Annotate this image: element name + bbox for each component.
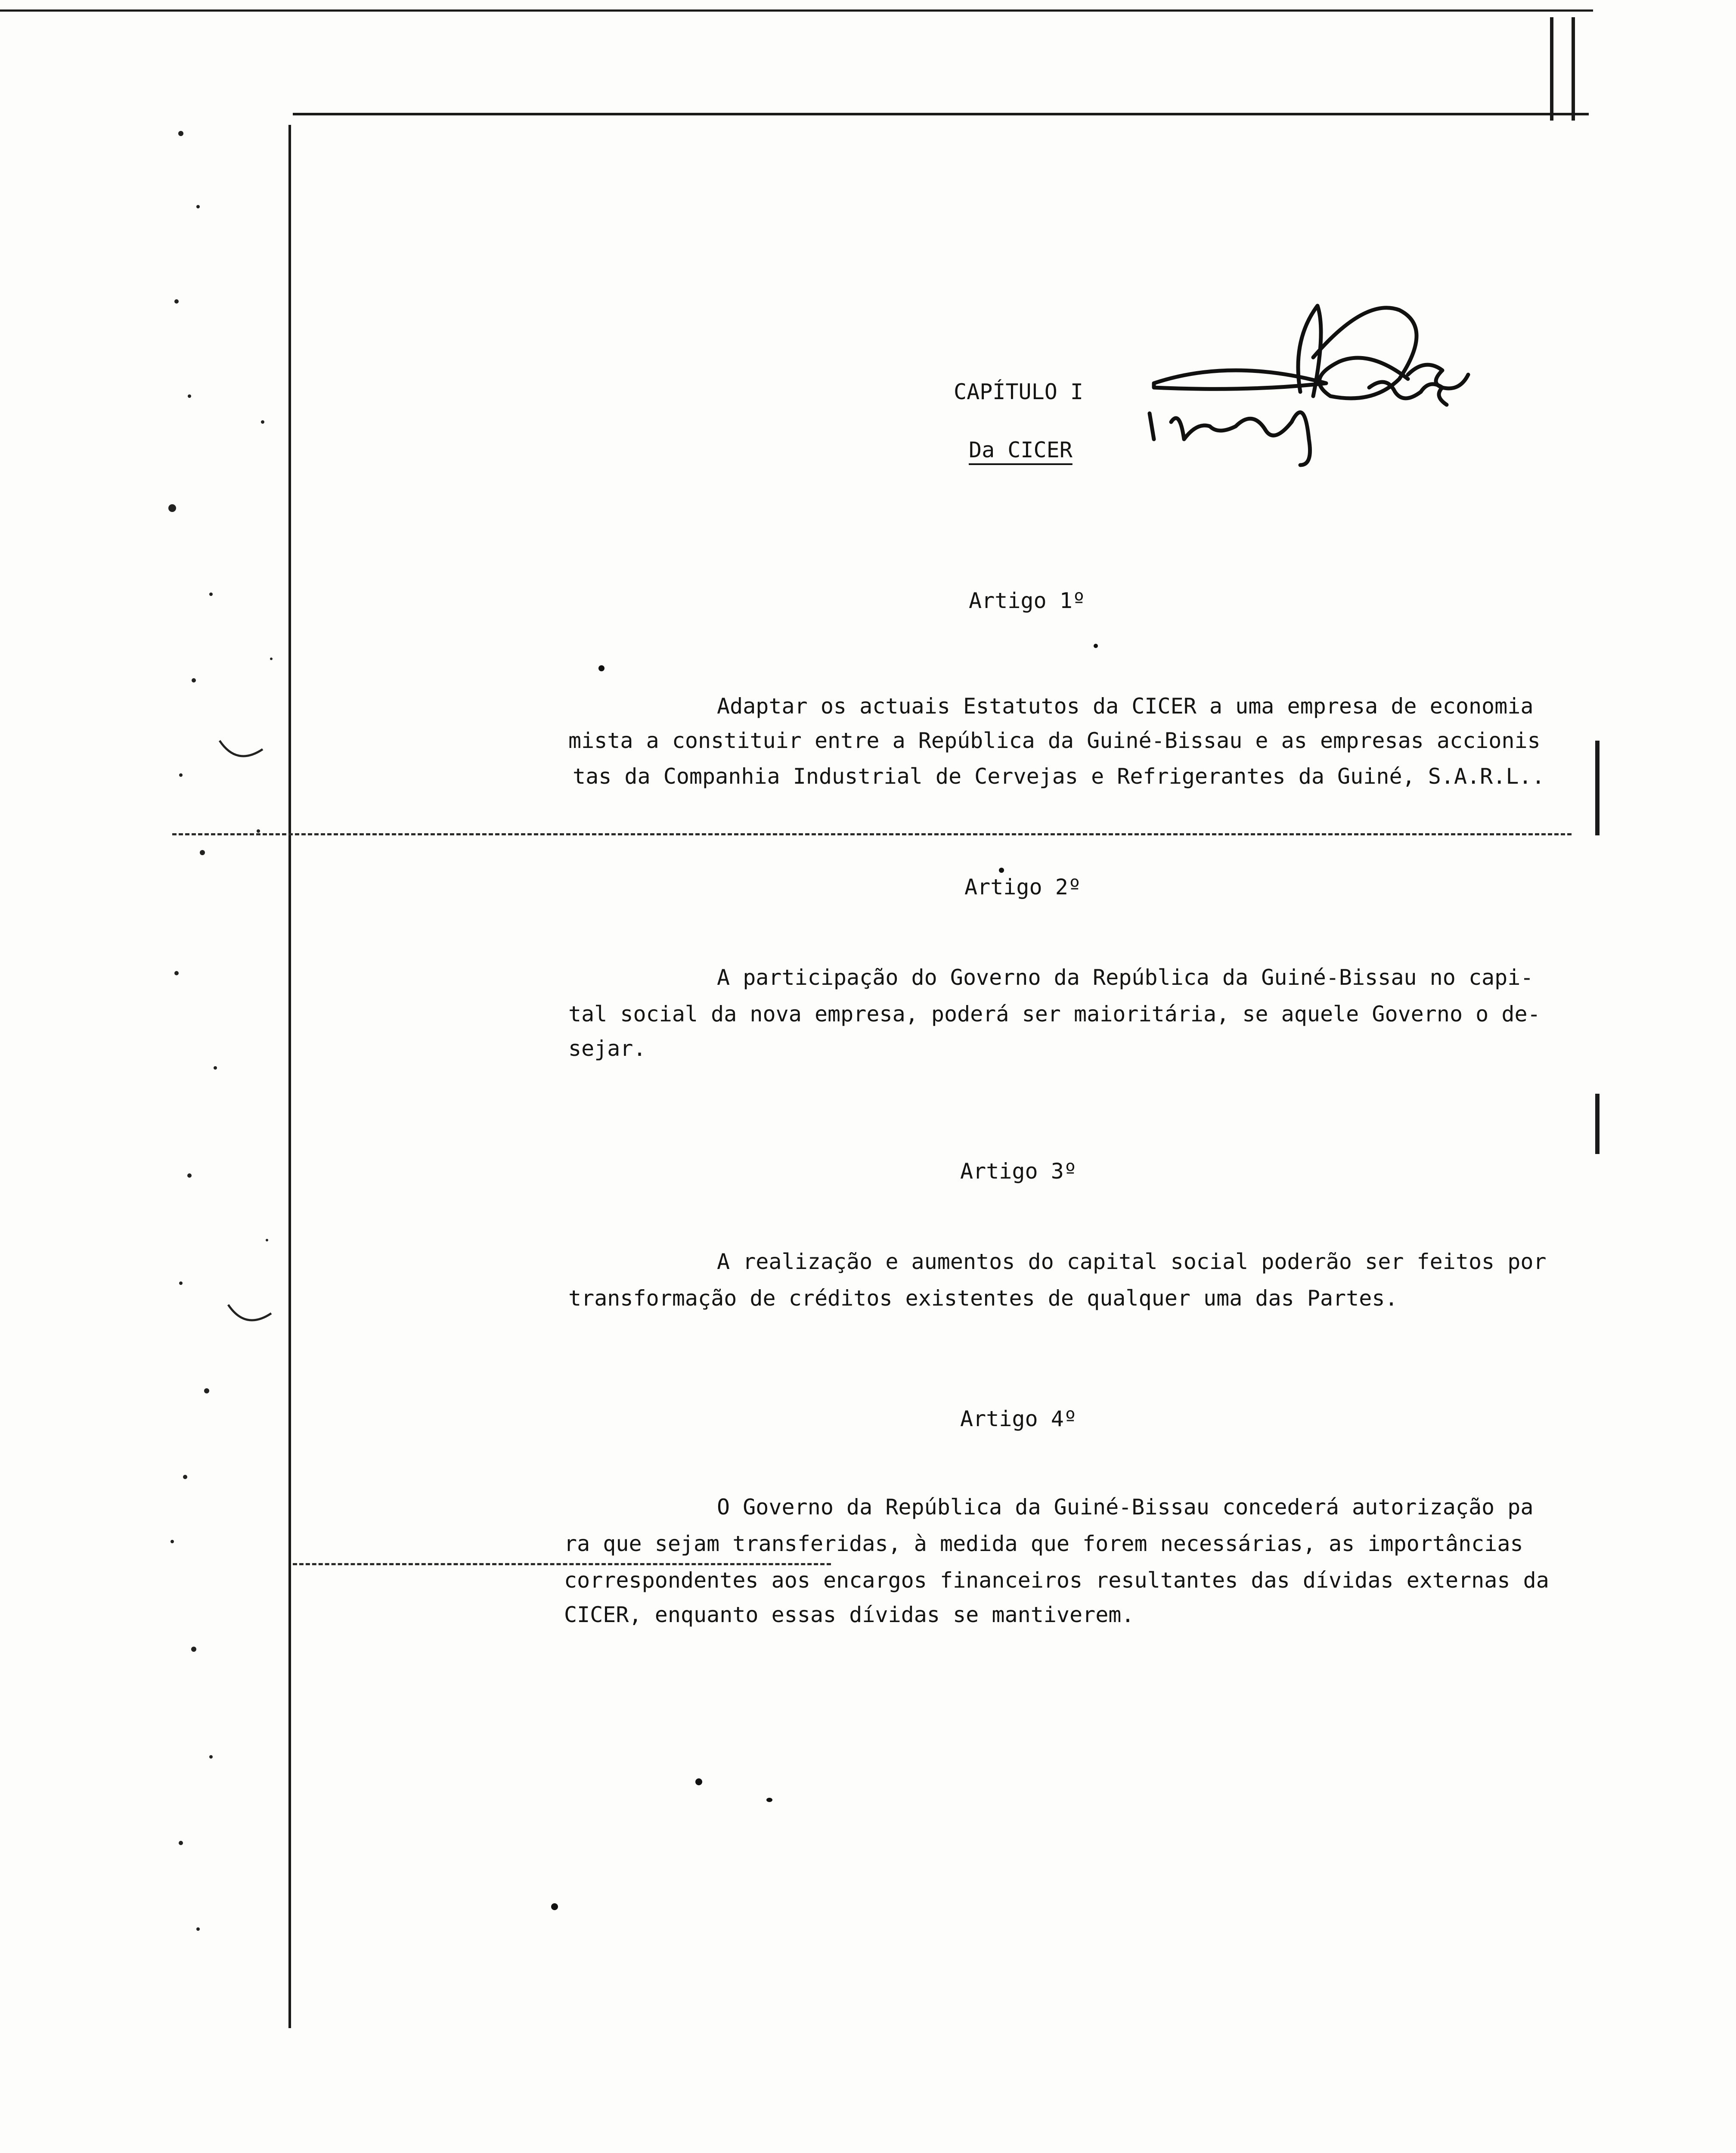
- right-scan-bar-2: [1595, 1094, 1600, 1154]
- article-1-line-3: tas da Companhia Industrial de Cervejas e Refrigerantes da Guiné, S.A.R.L..: [573, 764, 1545, 789]
- right-scan-bar-1: [1595, 741, 1600, 835]
- article-2-line-1: A participação do Governo da República da Guiné-Bissau no capi-: [717, 965, 1534, 990]
- ink-speck: [1094, 644, 1098, 648]
- fold-line-upper: [172, 833, 1572, 835]
- article-heading: Artigo 1º: [969, 588, 1085, 613]
- article-1-line-2: mista a constituir entre a República da Guiné-Bissau e as empresas accionis: [568, 728, 1541, 753]
- ink-speck: [999, 868, 1004, 873]
- right-edge-mark: [1550, 17, 1553, 121]
- margin-noise: [164, 121, 293, 2015]
- article-3-line-1: A realização e aumentos do capital social poderão ser feitos por: [717, 1249, 1547, 1274]
- chapter-title: CAPÍTULO I: [954, 379, 1084, 404]
- fold-line-lower: [293, 1563, 831, 1565]
- handwritten-signature: [1128, 280, 1516, 504]
- ink-speck: [695, 1778, 702, 1785]
- article-2-line-2: tal social da nova empresa, poderá ser maioritária, se aquele Governo o de-: [568, 1002, 1541, 1027]
- article-4-line-3: correspondentes aos encargos financeiros resultantes das dívidas externas da: [564, 1568, 1549, 1593]
- ink-speck: [551, 1903, 558, 1910]
- article-4-line-4: CICER, enquanto essas dívidas se mantiverem.: [564, 1602, 1135, 1627]
- chapter-subtitle: Da CICER: [969, 437, 1073, 462]
- article-2-line-3: sejar.: [568, 1036, 646, 1061]
- article-3-line-2: transformação de créditos existentes de qualquer uma das Partes.: [568, 1286, 1398, 1311]
- ink-speck: [766, 1798, 772, 1802]
- article-heading: Artigo 4º: [960, 1406, 1077, 1431]
- article-4-line-1: O Governo da República da Guiné-Bissau concederá autorização pa: [717, 1495, 1534, 1520]
- article-1-line-1: Adaptar os actuais Estatutos da CICER a uma empresa de economia: [717, 694, 1534, 719]
- top-edge-line: [0, 9, 1593, 12]
- right-edge-mark-2: [1572, 17, 1575, 121]
- article-heading: Artigo 2º: [964, 875, 1081, 900]
- article-4-line-2: ra que sejam transferidas, à medida que forem necessárias, as importâncias: [564, 1531, 1523, 1556]
- top-border-line: [293, 113, 1589, 115]
- ink-speck: [598, 665, 604, 671]
- article-heading: Artigo 3º: [960, 1159, 1077, 1184]
